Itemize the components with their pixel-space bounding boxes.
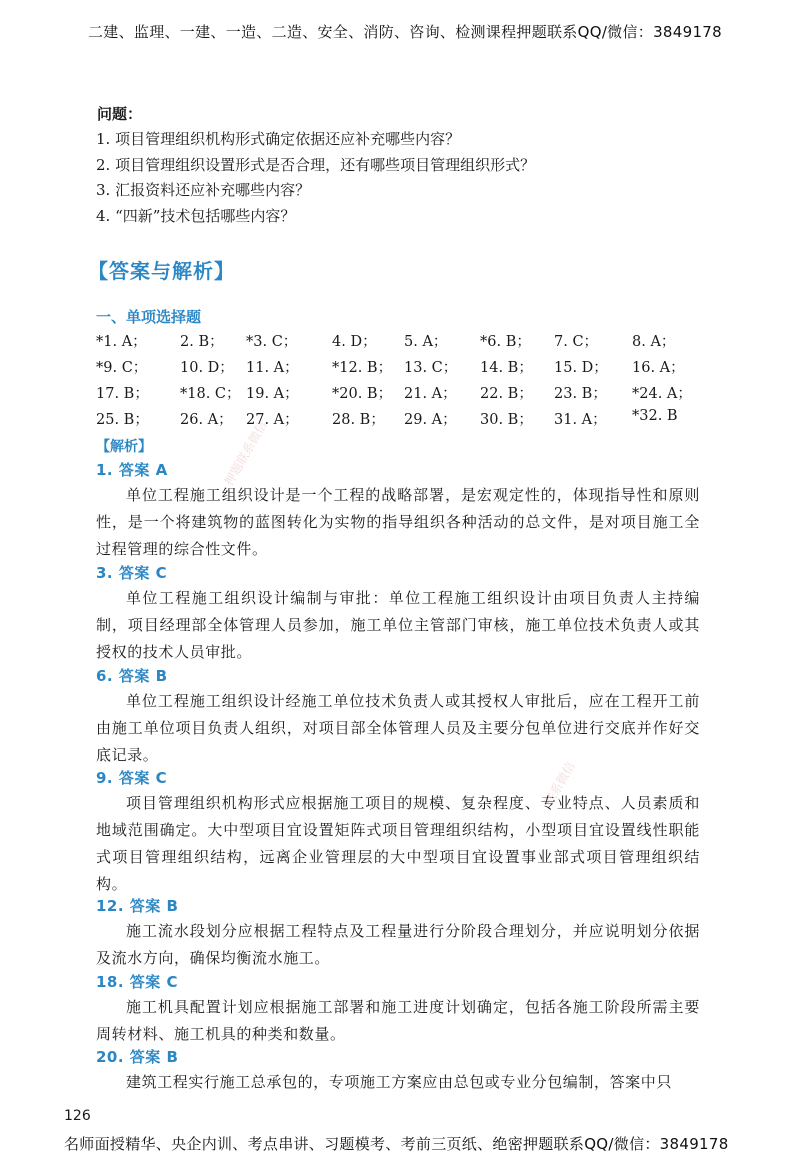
answer-explanation: 单位工程施工组织设计编制与审批：单位工程施工组织设计由项目负责人主持编制，项目经理部全体管理人员参加，施工单位主管部门审核，施工单位技术负责人或其授权的技术人员审批。 bbox=[96, 589, 700, 661]
choice-row bbox=[96, 356, 696, 382]
watermark: 联系微信 bbox=[541, 759, 578, 808]
question-item: 1. 项目管理组织机构形式确定依据还应补充哪些内容？ bbox=[96, 130, 461, 148]
choice-answer: 14. B； bbox=[480, 360, 533, 376]
choice-answer: 11. A； bbox=[246, 360, 299, 376]
choice-answer: 8. A； bbox=[632, 334, 676, 350]
choice-answer: 19. A； bbox=[246, 386, 299, 402]
answer-explanation: 施工流水段划分应根据工程特点及工程量进行分阶段合理划分，并应说明划分依据及流水方向，确保均衡流水施工。 bbox=[96, 922, 700, 967]
choice-answer: 10. D； bbox=[180, 360, 234, 376]
question-item: 2. 项目管理组织设置形式是否合理，还有哪些项目管理组织形式？ bbox=[96, 156, 536, 174]
answer-explanation: 施工机具配置计划应根据施工部署和施工进度计划确定，包括各施工阶段所需主要周转材料、施工机具的种类和数量。 bbox=[96, 998, 700, 1043]
questions-title: 问题： bbox=[97, 105, 143, 123]
choice-answer: 27. A； bbox=[246, 412, 299, 428]
question-item: 3. 汇报资料还应补充哪些内容？ bbox=[96, 181, 311, 199]
choice-answer: 28. B； bbox=[332, 412, 385, 428]
choice-answer: 4. D； bbox=[332, 334, 377, 350]
choice-answer: *18. C； bbox=[180, 386, 241, 402]
choice-answer: 13. C； bbox=[404, 360, 458, 376]
choice-answer: 2. B； bbox=[180, 334, 224, 350]
choice-answer: 25. B； bbox=[96, 412, 149, 428]
choice-answer: *3. C； bbox=[246, 334, 298, 350]
choice-answer: 31. A； bbox=[554, 412, 607, 428]
choice-answer: 23. B； bbox=[554, 386, 607, 402]
choice-row bbox=[96, 408, 696, 434]
answer-explanation: 单位工程施工组织设计是一个工程的战略部署，是宏观定性的，体现指导性和原则性，是一个将建筑物的蓝图转化为实物的指导组织各种活动的总文件，是对项目施工全过程管理的综合性文件。 bbox=[96, 486, 700, 558]
choice-answer: 17. B； bbox=[96, 386, 149, 402]
choice-answer: *20. B； bbox=[332, 386, 393, 402]
question-item: 4. “四新”技术包括哪些内容？ bbox=[96, 207, 296, 225]
choice-answer-grid bbox=[96, 330, 696, 434]
choice-answer: 22. B； bbox=[480, 386, 533, 402]
answer-key: 9. 答案 C bbox=[96, 769, 168, 787]
page-footer: 名师面授精华、央企内训、考点串讲、习题模考、考前三页纸、绝密押题联系QQ/微信：3849178 bbox=[64, 1135, 729, 1153]
answer-explanation: 项目管理组织机构形式应根据施工项目的规模、复杂程度、专业特点、人员素质和地域范围确定。大中型项目宜设置矩阵式项目管理组织结构，小型项目宜设置线性职能式项目管理组织结构，远离企业管理层的大中型项目宜设置事业部式项目管理组织结构。 bbox=[96, 794, 700, 893]
choice-answer: 5. A； bbox=[404, 334, 448, 350]
choice-answer: 16. A； bbox=[632, 360, 685, 376]
choice-answer: 21. A； bbox=[404, 386, 457, 402]
page-number: 126 bbox=[64, 1108, 91, 1124]
answer-explanation: 单位工程施工组织设计经施工单位技术负责人或其授权人审批后，应在工程开工前由施工单位项目负责人组织，对项目部全体管理人员及主要分包单位进行交底并作好交底记录。 bbox=[96, 692, 700, 764]
answer-key: 1. 答案 A bbox=[96, 461, 168, 479]
choice-answer: *12. B； bbox=[332, 360, 393, 376]
choice-answer: 15. D； bbox=[554, 360, 608, 376]
choice-answer: 26. A； bbox=[180, 412, 233, 428]
choice-answer: *9. C； bbox=[96, 360, 148, 376]
answer-key: 3. 答案 C bbox=[96, 564, 168, 582]
choice-answer: *24. A； bbox=[632, 386, 692, 402]
choice-row bbox=[96, 382, 696, 408]
answer-key: 6. 答案 B bbox=[96, 667, 168, 685]
answer-key: 18. 答案 C bbox=[96, 973, 179, 991]
choice-answer: *1. A； bbox=[96, 334, 147, 350]
choice-answer: 29. A； bbox=[404, 412, 457, 428]
answer-key: 12. 答案 B bbox=[96, 897, 179, 915]
section-title: 一、单项选择题 bbox=[96, 308, 202, 326]
choice-answer: *32. B bbox=[632, 408, 678, 424]
analysis-label: 【解析】 bbox=[96, 439, 152, 455]
choice-answer: 30. B； bbox=[480, 412, 533, 428]
answer-key: 20. 答案 B bbox=[96, 1048, 179, 1066]
choice-answer: 7. C； bbox=[554, 334, 599, 350]
page-header: 二建、监理、一建、一造、二造、安全、消防、咨询、检测课程押题联系QQ/微信：3849178 bbox=[88, 23, 722, 41]
choice-row bbox=[96, 330, 696, 356]
watermark: 押题联系微信 bbox=[221, 418, 270, 488]
choice-answer: *6. B； bbox=[480, 334, 531, 350]
answer-explanation: 建筑工程实行施工总承包的，专项施工方案应由总包或专业分包编制，答案中只 bbox=[126, 1073, 673, 1091]
answer-analysis-title: 【答案与解析】 bbox=[88, 259, 235, 283]
